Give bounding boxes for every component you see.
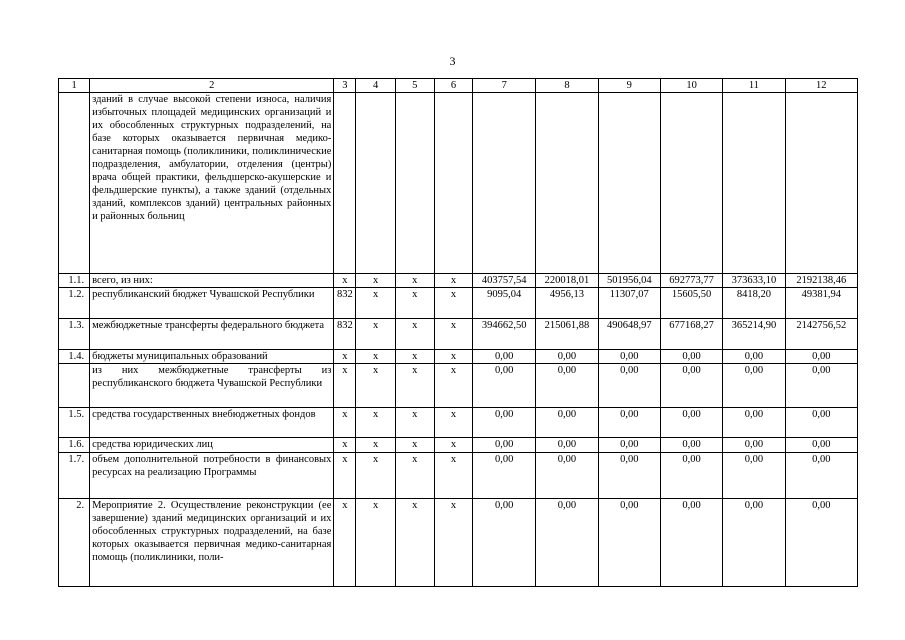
row-code xyxy=(59,364,90,408)
cell-col4: x xyxy=(356,350,395,364)
cell-col3: 832 xyxy=(334,319,356,350)
cell-col10: 0,00 xyxy=(660,453,722,499)
cell-col8 xyxy=(536,93,598,274)
cell-col9: 0,00 xyxy=(598,499,660,587)
cell-col11: 373633,10 xyxy=(723,274,785,288)
cell-col8: 0,00 xyxy=(536,350,598,364)
cell-col10: 0,00 xyxy=(660,438,722,453)
cell-col5: x xyxy=(395,288,434,319)
cell-col3: x xyxy=(334,438,356,453)
cell-col7: 0,00 xyxy=(473,408,536,438)
cell-col4: x xyxy=(356,438,395,453)
row-code: 1.7. xyxy=(59,453,90,499)
cell-col11: 0,00 xyxy=(723,438,785,453)
cell-col9: 0,00 xyxy=(598,453,660,499)
table-row xyxy=(59,408,858,438)
cell-col6: x xyxy=(434,319,472,350)
cell-col7: 0,00 xyxy=(473,364,536,408)
cell-col9 xyxy=(598,93,660,274)
cell-col5: x xyxy=(395,350,434,364)
cell-col9: 0,00 xyxy=(598,408,660,438)
cell-col5: x xyxy=(395,274,434,288)
row-description: объем дополнительной потребности в финансовых ресурсах на реализацию Программы xyxy=(90,453,334,499)
cell-col12: 0,00 xyxy=(785,408,857,438)
cell-col11: 0,00 xyxy=(723,364,785,408)
cell-col6: x xyxy=(434,364,472,408)
cell-col9: 501956,04 xyxy=(598,274,660,288)
cell-col12: 0,00 xyxy=(785,453,857,499)
cell-col5: x xyxy=(395,453,434,499)
cell-col7 xyxy=(473,93,536,274)
row-description: республиканский бюджет Чувашской Республики xyxy=(90,288,334,319)
header-cell: 2 xyxy=(90,79,334,93)
table-row xyxy=(59,364,858,408)
table-row xyxy=(59,288,858,319)
cell-col3: x xyxy=(334,453,356,499)
cell-col6: x xyxy=(434,438,472,453)
cell-col4: x xyxy=(356,408,395,438)
row-code xyxy=(59,93,90,274)
cell-col4: x xyxy=(356,274,395,288)
cell-col9: 0,00 xyxy=(598,364,660,408)
table-row xyxy=(59,499,858,587)
cell-col9: 0,00 xyxy=(598,438,660,453)
header-cell: 11 xyxy=(723,79,785,93)
cell-col12: 49381,94 xyxy=(785,288,857,319)
cell-col12: 2142756,52 xyxy=(785,319,857,350)
cell-col7: 0,00 xyxy=(473,438,536,453)
cell-col8: 0,00 xyxy=(536,499,598,587)
row-code: 1.2. xyxy=(59,288,90,319)
header-cell: 9 xyxy=(598,79,660,93)
cell-col8: 0,00 xyxy=(536,453,598,499)
cell-col6: x xyxy=(434,274,472,288)
cell-col3: x xyxy=(334,364,356,408)
cell-col12: 0,00 xyxy=(785,499,857,587)
cell-col9: 490648,97 xyxy=(598,319,660,350)
cell-col8: 215061,88 xyxy=(536,319,598,350)
cell-col5: x xyxy=(395,408,434,438)
cell-col6: x xyxy=(434,408,472,438)
cell-col10: 0,00 xyxy=(660,499,722,587)
cell-col10: 15605,50 xyxy=(660,288,722,319)
table-row xyxy=(59,453,858,499)
cell-col7: 0,00 xyxy=(473,499,536,587)
table-row xyxy=(59,274,858,288)
cell-col12: 0,00 xyxy=(785,364,857,408)
cell-col5: x xyxy=(395,438,434,453)
page-number: 3 xyxy=(449,54,456,68)
cell-col8: 220018,01 xyxy=(536,274,598,288)
cell-col4: x xyxy=(356,364,395,408)
cell-col7: 9095,04 xyxy=(473,288,536,319)
cell-col8: 0,00 xyxy=(536,438,598,453)
row-description: межбюджетные трансферты федерального бюджета xyxy=(90,319,334,350)
cell-col11 xyxy=(723,93,785,274)
row-description: зданий в случае высокой степени износа, наличия избыточных площадей медицинских организаций и их обособленных структурных подразделений, на базе которых оказывается первичная медико-санитарная помощь (поликлиники, поликлинические подразделения, амбулатории, отделения (центры) врача общей практики, фельдшерско-акушерские и фельдшерские пункты), а также зданий (отдельных зданий, комплексов зданий) центральных районных и районных больниц xyxy=(90,93,334,274)
cell-col10 xyxy=(660,93,722,274)
row-code: 1.1. xyxy=(59,274,90,288)
cell-col9: 11307,07 xyxy=(598,288,660,319)
table-row xyxy=(59,319,858,350)
cell-col6: x xyxy=(434,350,472,364)
header-cell: 6 xyxy=(434,79,472,93)
header-cell: 5 xyxy=(395,79,434,93)
cell-col4: x xyxy=(356,499,395,587)
row-description: из них межбюджетные трансферты из республиканского бюджета Чувашской Республики xyxy=(90,364,334,408)
cell-col4: x xyxy=(356,453,395,499)
cell-col7: 0,00 xyxy=(473,350,536,364)
table-header-row xyxy=(59,79,858,93)
cell-col12: 0,00 xyxy=(785,350,857,364)
cell-col11: 0,00 xyxy=(723,499,785,587)
row-code: 1.4. xyxy=(59,350,90,364)
cell-col3: x xyxy=(334,408,356,438)
cell-col8: 0,00 xyxy=(536,408,598,438)
row-code: 1.6. xyxy=(59,438,90,453)
cell-col8: 4956,13 xyxy=(536,288,598,319)
cell-col4 xyxy=(356,93,395,274)
cell-col5: x xyxy=(395,499,434,587)
header-cell: 10 xyxy=(660,79,722,93)
row-description: средства юридических лиц xyxy=(90,438,334,453)
row-description: бюджеты муниципальных образований xyxy=(90,350,334,364)
cell-col11: 0,00 xyxy=(723,408,785,438)
row-description: всего, из них: xyxy=(90,274,334,288)
cell-col10: 692773,77 xyxy=(660,274,722,288)
cell-col3: x xyxy=(334,274,356,288)
cell-col12 xyxy=(785,93,857,274)
cell-col11: 0,00 xyxy=(723,350,785,364)
cell-col12: 0,00 xyxy=(785,438,857,453)
cell-col5: x xyxy=(395,364,434,408)
header-cell: 1 xyxy=(59,79,90,93)
cell-col3: 832 xyxy=(334,288,356,319)
cell-col10: 0,00 xyxy=(660,408,722,438)
cell-col3: x xyxy=(334,350,356,364)
row-code: 1.3. xyxy=(59,319,90,350)
cell-col8: 0,00 xyxy=(536,364,598,408)
cell-col5 xyxy=(395,93,434,274)
cell-col10: 0,00 xyxy=(660,350,722,364)
cell-col4: x xyxy=(356,319,395,350)
header-cell: 3 xyxy=(334,79,356,93)
header-cell: 4 xyxy=(356,79,395,93)
cell-col11: 0,00 xyxy=(723,453,785,499)
cell-col9: 0,00 xyxy=(598,350,660,364)
header-cell: 12 xyxy=(785,79,857,93)
cell-col5: x xyxy=(395,319,434,350)
cell-col7: 0,00 xyxy=(473,453,536,499)
cell-col3: x xyxy=(334,499,356,587)
cell-col11: 8418,20 xyxy=(723,288,785,319)
cell-col6 xyxy=(434,93,472,274)
table-row xyxy=(59,438,858,453)
table-row xyxy=(59,350,858,364)
cell-col7: 403757,54 xyxy=(473,274,536,288)
cell-col6: x xyxy=(434,453,472,499)
cell-col4: x xyxy=(356,288,395,319)
cell-col10: 0,00 xyxy=(660,364,722,408)
row-code: 1.5. xyxy=(59,408,90,438)
cell-col6: x xyxy=(434,499,472,587)
header-cell: 7 xyxy=(473,79,536,93)
cell-col12: 2192138,46 xyxy=(785,274,857,288)
cell-col10: 677168,27 xyxy=(660,319,722,350)
cell-col7: 394662,50 xyxy=(473,319,536,350)
budget-table xyxy=(58,78,858,587)
cell-col3 xyxy=(334,93,356,274)
row-code: 2. xyxy=(59,499,90,587)
cell-col11: 365214,90 xyxy=(723,319,785,350)
table-row xyxy=(59,93,858,274)
header-cell: 8 xyxy=(536,79,598,93)
row-description: средства государственных внебюджетных фондов xyxy=(90,408,334,438)
cell-col6: x xyxy=(434,288,472,319)
row-description: Мероприятие 2. Осуществление реконструкции (ее завершение) зданий медицинских организаций и их обособленных структурных подразделений, на базе которых оказывается первичная медико-санитарная помощь (поликлиники, поли- xyxy=(90,499,334,587)
